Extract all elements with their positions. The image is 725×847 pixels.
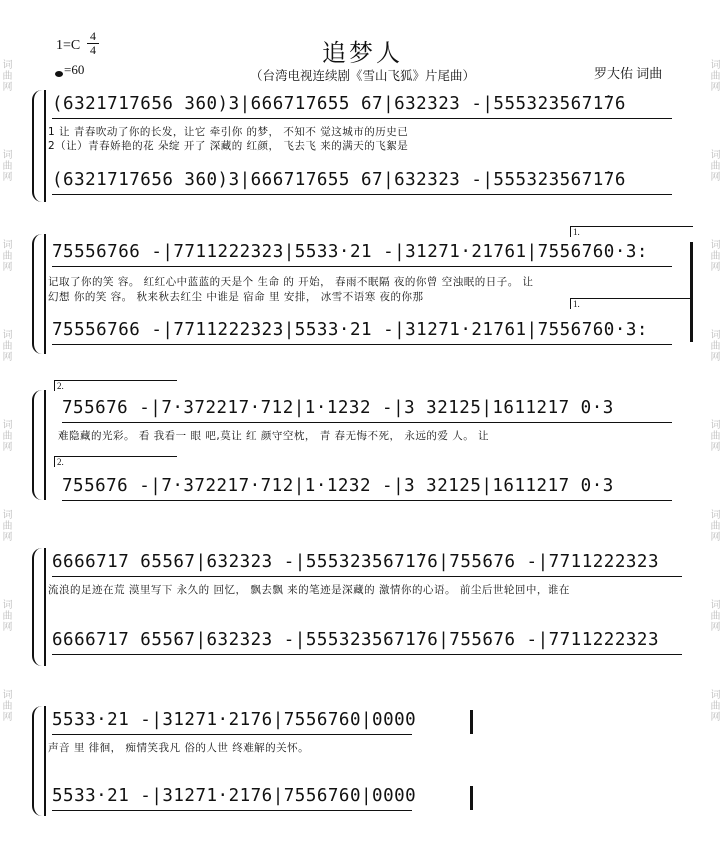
beam-line xyxy=(52,344,672,345)
voice-1-notes: 5533·21 -|31271·2176|7556760|0000 xyxy=(52,710,417,730)
watermark-left-4: 词曲网 xyxy=(2,330,13,363)
score-system-1 xyxy=(0,88,725,208)
voice-1-notes: 755676 -|7·372217·712|1·1232 -|3 32125|1611217 0·3 xyxy=(62,398,614,418)
final-bar xyxy=(470,710,473,734)
quarter-note-icon xyxy=(55,71,63,77)
watermark-left-2: 词曲网 xyxy=(2,150,13,183)
time-signature-top: 4 xyxy=(90,29,96,43)
voice-2-notes: 6666717 65567|632323 -|5553235671̇76|755676 -|7711222323 xyxy=(52,630,659,650)
system-brace xyxy=(32,390,44,500)
voice-2-notes: (6321717656 360)3|666717655 67|632323 -|5553235671̇76 xyxy=(52,170,626,190)
system-start-bar xyxy=(44,234,46,354)
voice-1-notes: (6321717656 360)3|666717655 67|632323 -|5553235671̇76 xyxy=(52,94,626,114)
volta-bracket-1 xyxy=(570,226,693,237)
key-signature: 1=C xyxy=(56,38,81,53)
lyrics-verse-2: 2（让）青春娇艳的花 朵绽 开了 深藏的 红颜， 飞去飞 来的满天的飞絮是 xyxy=(48,140,409,152)
score-system-3 xyxy=(0,380,725,510)
volta-label: 1. xyxy=(573,299,580,309)
system-start-bar xyxy=(44,706,46,816)
beam-line xyxy=(52,118,672,119)
volta-label: 1. xyxy=(573,227,580,237)
lyrics-verse-1: 记取了你的笑 容。 红红心中蓝蓝的天是个 生命 的 开始， 春雨不眠隔 夜的你曾 空浊眠的日子。 让 xyxy=(48,276,534,288)
volta-bracket-2 xyxy=(54,380,177,391)
lyrics-verse-1: 1 让 青春吹动了你的长发，让它 牵引你 的梦， 不知不 觉这城市的历史已 xyxy=(48,126,409,138)
watermark-left-6: 词曲网 xyxy=(2,510,13,543)
beam-line xyxy=(52,194,672,195)
volta-label: 2. xyxy=(57,457,64,467)
watermark-right-6: 词曲网 xyxy=(710,510,721,543)
score-system-4 xyxy=(0,546,725,676)
voice-2-notes: 5533·21 -|31271·2176|7556760|0000 xyxy=(52,786,417,806)
watermark-right-8: 词曲网 xyxy=(710,690,721,723)
watermark-left-5: 词曲网 xyxy=(2,420,13,453)
volta-label: 2. xyxy=(57,381,64,391)
tempo-value: =60 xyxy=(64,62,85,77)
system-start-bar xyxy=(44,90,46,202)
watermark-right-2: 词曲网 xyxy=(710,150,721,183)
score-system-5 xyxy=(0,704,725,834)
system-start-bar xyxy=(44,548,46,666)
watermark-left-3: 词曲网 xyxy=(2,240,13,273)
volta-bracket-1-lower xyxy=(570,298,693,309)
voice-2-notes: 75556766 -|7711222323|5533·21 -|31271·21761|7556760·3: xyxy=(52,320,648,340)
watermark-right-5: 词曲网 xyxy=(710,420,721,453)
lyrics-verse-2: 幻想 你的笑 容。 秋来秋去红尘 中谁是 宿命 里 安排， 冰雪不语寒 夜的你那 xyxy=(48,291,424,303)
beam-line xyxy=(62,500,672,501)
watermark-right-7: 词曲网 xyxy=(710,600,721,633)
watermark-right-3: 词曲网 xyxy=(710,240,721,273)
voice-1-notes: 6666717 65567|632323 -|5553235671̇76|755676 -|7711222323 xyxy=(52,552,659,572)
watermark-right-4: 词曲网 xyxy=(710,330,721,363)
page-title: 追梦人 xyxy=(322,41,403,67)
beam-line xyxy=(52,734,412,735)
beam-line xyxy=(52,810,412,811)
lyrics-verse-1: 流浪的足迹在荒 漠里写下 永久的 回忆， 飘去飘 来的笔迹是深藏的 激情你的心语。 前尘后世轮回中，谁在 xyxy=(48,584,570,596)
lyrics-verse-1: 声音 里 徘徊， 痴情笑我凡 俗的人世 终难解的关怀。 xyxy=(48,742,310,754)
final-bar xyxy=(470,786,473,810)
system-brace xyxy=(32,234,44,354)
score-system-2 xyxy=(0,227,725,362)
beam-line xyxy=(52,654,682,655)
system-start-bar xyxy=(44,390,46,500)
watermark-left-7: 词曲网 xyxy=(2,600,13,633)
voice-2-notes: 755676 -|7·372217·712|1·1232 -|3 32125|1611217 0·3 xyxy=(62,476,614,496)
beam-line xyxy=(52,576,682,577)
beam-line xyxy=(52,266,672,267)
system-brace xyxy=(32,90,44,202)
author-credit: 罗大佑 词曲 xyxy=(594,66,663,81)
system-brace xyxy=(32,706,44,816)
beam-line xyxy=(62,422,672,423)
lyrics-verse-1: 难隐藏的光彩。 看 我看一 眼 吧,莫让 红 颜守空枕， 青 春无悔不死， 永远的爱 人。 让 xyxy=(58,430,490,442)
page-subtitle: （台湾电视连续剧《雪山飞狐》片尾曲） xyxy=(249,69,475,83)
watermark-left-8: 词曲网 xyxy=(2,690,13,723)
voice-1-notes: 75556766 -|7711222323|5533·21 -|31271·21761|7556760·3: xyxy=(52,242,648,262)
watermark-right-1: 词曲网 xyxy=(710,60,721,93)
repeat-bar xyxy=(690,242,693,342)
time-signature xyxy=(86,30,100,57)
tempo-mark xyxy=(55,62,84,78)
volta-bracket-2-lower xyxy=(54,456,177,467)
time-signature-bottom: 4 xyxy=(90,43,96,57)
watermark-left-1: 词曲网 xyxy=(2,60,13,93)
system-brace xyxy=(32,548,44,666)
